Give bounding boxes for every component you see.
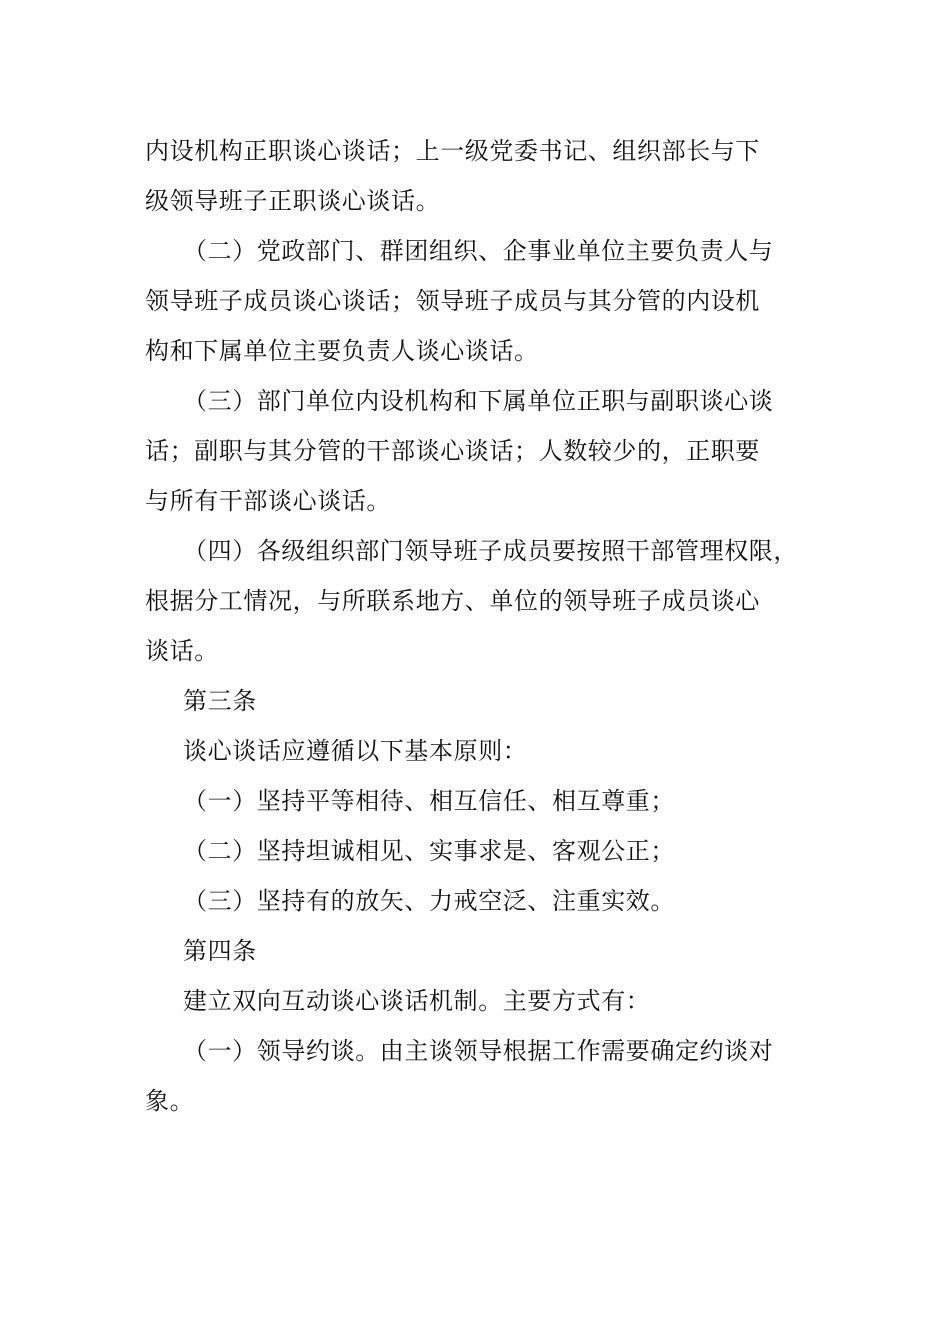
text-line: （三）坚持有的放矢、力戒空泛、注重实效。 [183,887,675,915]
text-line: 与所有干部谈心谈话。 [145,487,391,515]
text-line: 构和下属单位主要负责人谈心谈话。 [145,337,539,365]
text-line: 象。 [145,1087,195,1115]
text-line: 根据分工情况，与所联系地方、单位的领导班子成员谈心 [145,587,760,615]
text-line: 谈心谈话应遵循以下基本原则： [183,737,528,765]
text-line: 内设机构正职谈心谈话；上一级党委书记、组织部长与下 [145,137,760,165]
text-line: （一）坚持平等相待、相互信任、相互尊重； [183,787,675,815]
text-line: 话；副职与其分管的干部谈心谈话；人数较少的，正职要 [145,437,760,465]
text-line: （三）部门单位内设机构和下属单位正职与副职谈心谈 [183,387,774,415]
text-line: （二）党政部门、群团组织、企事业单位主要负责人与 [183,237,774,265]
article-heading: 第四条 [183,937,257,965]
text-line: 级领导班子正职谈心谈话。 [145,187,441,215]
text-line: （一）领导约谈。由主谈领导根据工作需要确定约谈对 [183,1037,774,1065]
text-line: 建立双向互动谈心谈话机制。主要方式有： [183,987,651,1015]
article-heading: 第三条 [183,687,257,715]
text-line: 谈话。 [145,637,219,665]
text-line: （四）各级组织部门领导班子成员要按照干部管理权限， [183,537,798,565]
text-line: （二）坚持坦诚相见、实事求是、客观公正； [183,837,675,865]
text-line: 领导班子成员谈心谈话；领导班子成员与其分管的内设机 [145,287,760,315]
